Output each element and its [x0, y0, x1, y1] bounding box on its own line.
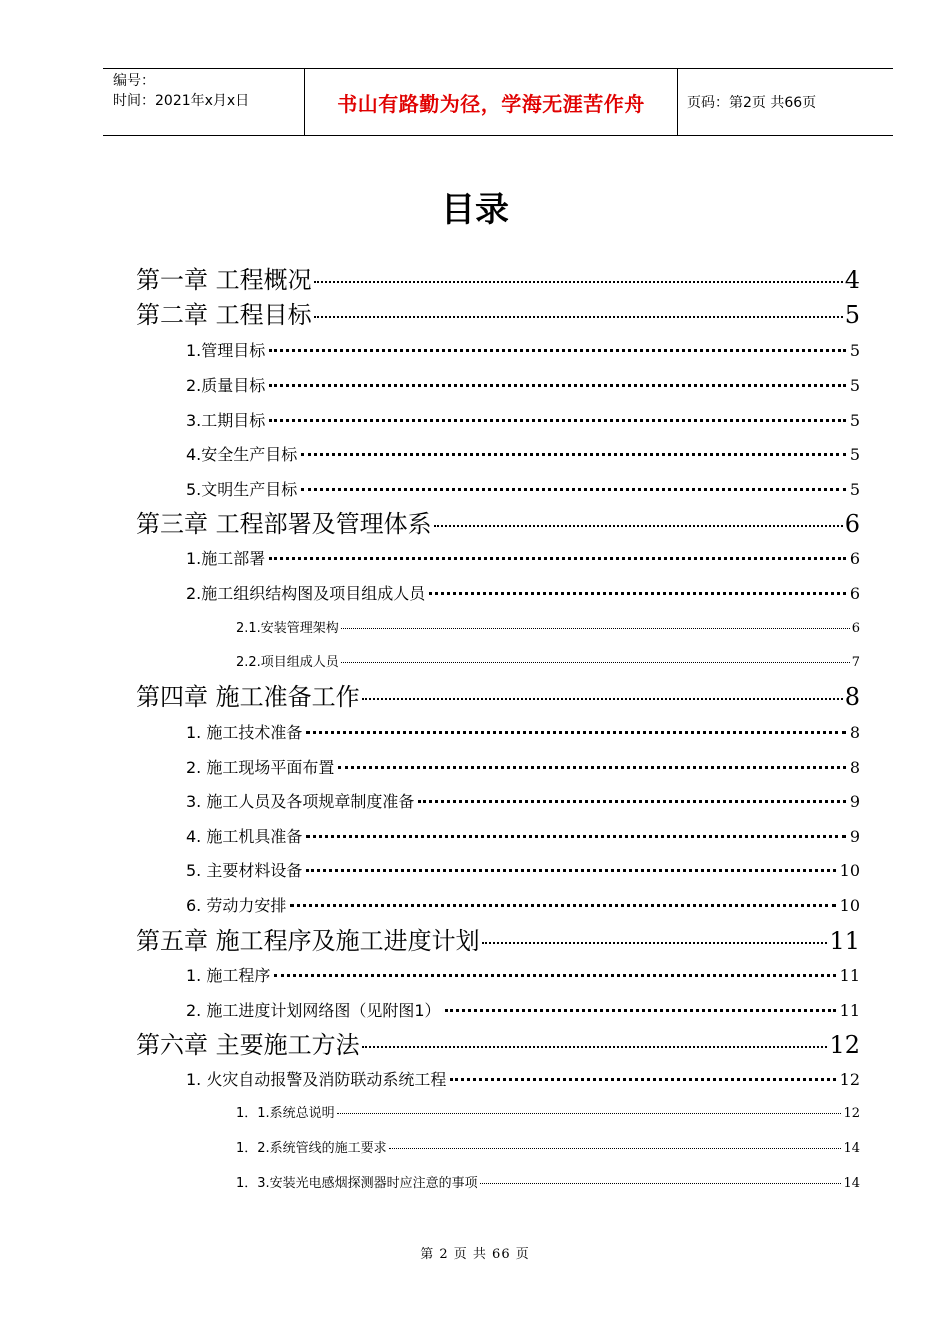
page-title: 目录: [441, 190, 509, 230]
toc-entry-label: 第一章 工程概况: [136, 266, 312, 294]
toc-entry-label: 1．2.系统管线的施工要求: [236, 1141, 387, 1156]
toc-page-number: 6: [851, 621, 860, 636]
toc-page-number: 10: [839, 896, 860, 915]
toc-entry[interactable]: [186, 443, 860, 467]
toc-entry-label: 2.2.项目组成人员: [236, 655, 339, 670]
toc-leader-dots: [362, 1046, 828, 1048]
toc-entry[interactable]: [186, 756, 860, 780]
toc-chapter-entry[interactable]: [136, 1029, 860, 1061]
toc-page-number: 5: [849, 376, 860, 395]
toc-leader-dots: [301, 453, 846, 456]
toc-entry-label: 3. 施工人员及各项规章制度准备: [186, 792, 415, 811]
header-page-info: [678, 69, 893, 135]
toc-leader-dots: [482, 942, 828, 944]
toc-chapter-entry[interactable]: [136, 508, 860, 540]
toc-entry[interactable]: [186, 894, 860, 918]
toc-entry[interactable]: [186, 790, 860, 814]
toc-entry[interactable]: [236, 1174, 860, 1194]
toc-page-number: 14: [843, 1141, 860, 1156]
toc-entry[interactable]: [186, 374, 860, 398]
toc-page-number: 10: [839, 861, 860, 880]
toc-leader-dots: [301, 488, 846, 491]
toc-entry-label: 2. 施工进度计划网络图（见附图1）: [186, 1001, 441, 1020]
toc-entry[interactable]: [186, 409, 860, 433]
toc-entry-label: 第三章 工程部署及管理体系: [136, 510, 432, 538]
toc-leader-dots: [480, 1183, 842, 1184]
toc-leader-dots: [445, 1009, 836, 1012]
toc-leader-dots: [269, 557, 846, 560]
toc-entry-label: 4.安全生产目标: [186, 445, 298, 464]
toc-entry-label: 1.管理目标: [186, 341, 266, 360]
toc-leader-dots: [314, 281, 843, 283]
toc-entry-label: 5. 主要材料设备: [186, 861, 303, 880]
toc-entry[interactable]: [186, 582, 860, 606]
toc-leader-dots: [341, 628, 850, 629]
toc-page-number: 7: [851, 655, 860, 670]
page-footer: 第 2 页 共 66 页: [420, 1247, 530, 1262]
toc-entry-label: 1. 火灾自动报警及消防联动系统工程: [186, 1070, 447, 1089]
toc-entry-label: 2.施工组织结构图及项目组成人员: [186, 584, 426, 603]
toc-entry-label: 6. 劳动力安排: [186, 896, 287, 915]
page-info: 页码：第2页 共66页: [687, 95, 817, 111]
toc-page-number: 8: [844, 683, 860, 711]
toc-entry[interactable]: [236, 1139, 860, 1159]
toc-leader-dots: [338, 766, 845, 769]
toc-entry[interactable]: [236, 1104, 860, 1124]
toc-entry-label: 2.1.安装管理架构: [236, 621, 339, 636]
toc-entry[interactable]: [186, 721, 860, 745]
toc-leader-dots: [450, 1078, 835, 1081]
toc-entry[interactable]: [186, 478, 860, 502]
toc-entry-label: 第五章 施工程序及施工进度计划: [136, 927, 480, 955]
toc-entry-label: 3.工期目标: [186, 411, 266, 430]
toc-chapter-entry[interactable]: [136, 681, 860, 713]
toc-entry[interactable]: [186, 1068, 860, 1092]
toc-entry-label: 第四章 施工准备工作: [136, 683, 360, 711]
toc-page-number: 6: [849, 584, 860, 603]
toc-entry[interactable]: [186, 859, 860, 883]
toc-page-number: 5: [844, 301, 860, 329]
toc-page-number: 5: [849, 411, 860, 430]
header-meta: [103, 69, 304, 135]
toc-leader-dots: [341, 662, 850, 663]
toc-leader-dots: [290, 904, 835, 907]
toc-entry[interactable]: [186, 339, 860, 363]
toc-entry-label: 第二章 工程目标: [136, 301, 312, 329]
toc-leader-dots: [306, 731, 845, 734]
toc-page-number: 14: [843, 1176, 860, 1191]
toc-leader-dots: [434, 525, 843, 527]
toc-page-number: 5: [849, 445, 860, 464]
toc-entry-label: 1. 施工技术准备: [186, 723, 303, 742]
toc-chapter-entry[interactable]: [136, 264, 860, 296]
slogan: 书山有路勤为径，学海无涯苦作舟: [337, 91, 645, 116]
toc-page-number: 4: [844, 266, 860, 294]
time-line: 时间：2021年x月x日: [113, 93, 250, 109]
toc-page-number: 9: [849, 792, 860, 811]
toc-entry-label: 4. 施工机具准备: [186, 827, 303, 846]
toc-entry[interactable]: [186, 964, 860, 988]
toc-leader-dots: [362, 698, 843, 700]
toc-entry-label: 2. 施工现场平面布置: [186, 758, 335, 777]
toc-page-number: 11: [829, 927, 860, 955]
toc-entry-label: 2.质量目标: [186, 376, 266, 395]
toc-leader-dots: [314, 316, 843, 318]
toc-page-number: 5: [849, 480, 860, 499]
toc-entry[interactable]: [236, 653, 860, 673]
header-slogan-cell: [304, 69, 678, 135]
toc-page-number: 11: [839, 1001, 860, 1020]
toc-page-number: 6: [844, 510, 860, 538]
toc-leader-dots: [429, 592, 846, 595]
toc-leader-dots: [269, 419, 846, 422]
toc-entry[interactable]: [236, 619, 860, 639]
toc-leader-dots: [337, 1113, 842, 1114]
toc-entry-label: 1.施工部署: [186, 549, 266, 568]
toc-entry-label: 第六章 主要施工方法: [136, 1031, 360, 1059]
toc-page-number: 8: [849, 758, 860, 777]
toc-entry[interactable]: [186, 547, 860, 571]
toc-page-number: 8: [849, 723, 860, 742]
toc-leader-dots: [269, 384, 846, 387]
toc-leader-dots: [306, 835, 845, 838]
toc-leader-dots: [418, 800, 845, 803]
toc-page-number: 12: [839, 1070, 860, 1089]
toc-entry[interactable]: [186, 825, 860, 849]
toc-leader-dots: [269, 349, 846, 352]
toc-page-number: 12: [843, 1106, 860, 1121]
toc-leader-dots: [274, 974, 835, 977]
toc-entry-label: 1．3.安装光电感烟探测器时应注意的事项: [236, 1176, 478, 1191]
toc-leader-dots: [306, 869, 835, 872]
toc-entry-label: 1. 施工程序: [186, 966, 271, 985]
code-label: 编号：: [113, 73, 155, 89]
toc-page-number: 5: [849, 341, 860, 360]
toc-chapter-entry[interactable]: [136, 299, 860, 331]
page-header: [103, 68, 893, 136]
toc-entry-label: 1．1.系统总说明: [236, 1106, 335, 1121]
toc-page-number: 6: [849, 549, 860, 568]
toc-page-number: 11: [839, 966, 860, 985]
toc-page-number: 9: [849, 827, 860, 846]
toc-entry-label: 5.文明生产目标: [186, 480, 298, 499]
toc-page-number: 12: [829, 1031, 860, 1059]
toc-entry[interactable]: [186, 999, 860, 1023]
toc-chapter-entry[interactable]: [136, 925, 860, 957]
toc-leader-dots: [389, 1148, 842, 1149]
